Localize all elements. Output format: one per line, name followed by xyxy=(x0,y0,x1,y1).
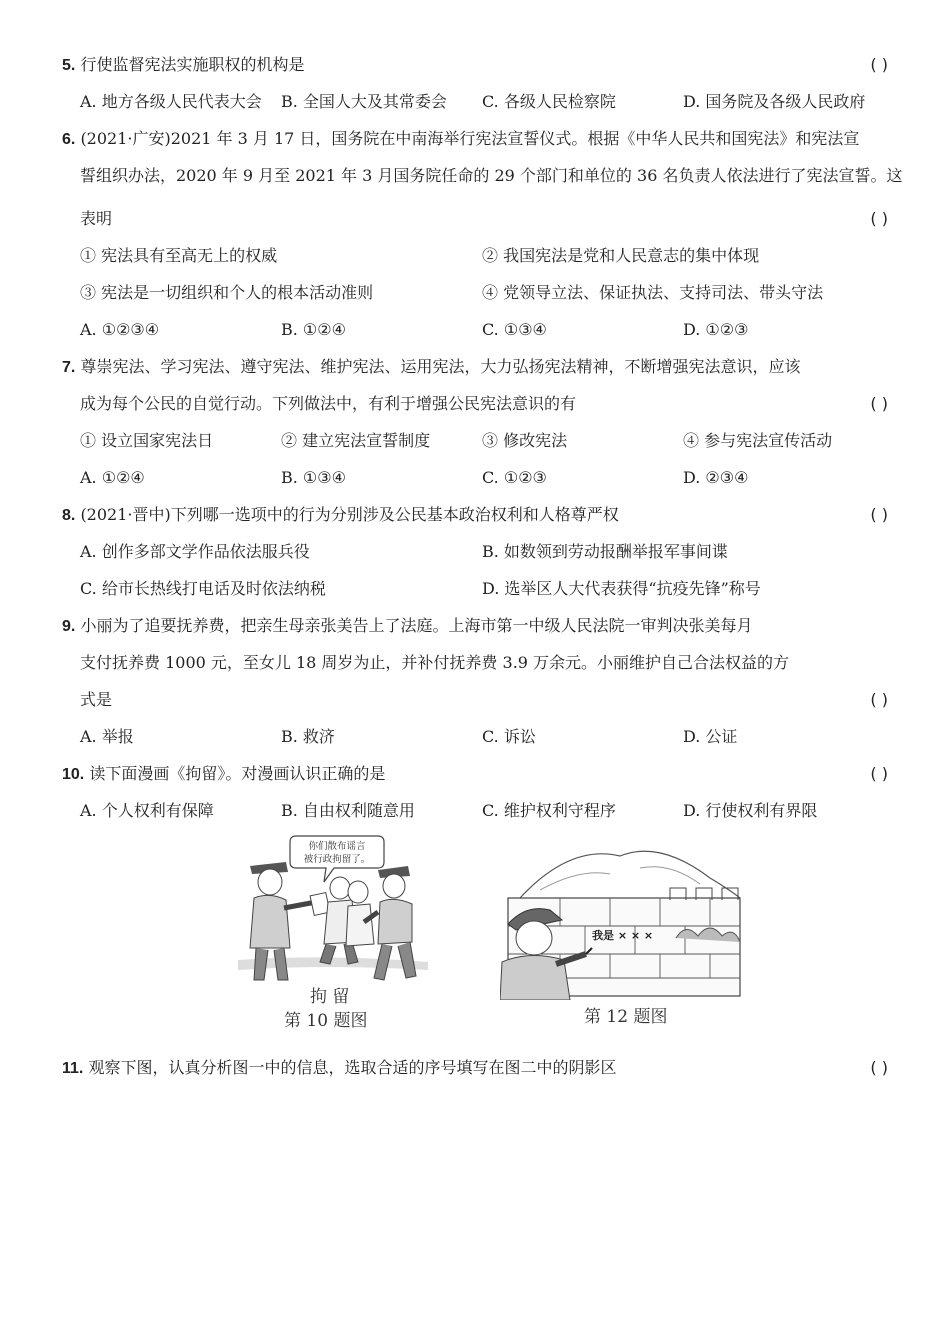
q7-option-d[interactable]: D. ②③④ xyxy=(683,468,749,487)
q7-stem-line-2 xyxy=(80,391,888,417)
q10-number: 10. xyxy=(62,766,85,783)
q5-option-b[interactable]: B. 全国人大及其常委会 xyxy=(281,92,447,111)
q8-option-b[interactable]: B. 如数领到劳动报酬举报军事间谍 xyxy=(482,542,728,561)
q6-statements-row-1 xyxy=(80,243,888,269)
q9-option-b[interactable]: B. 救济 xyxy=(281,727,335,746)
q9-answer-bracket[interactable]: ( ) xyxy=(870,690,888,709)
q9-option-a[interactable]: A. 举报 xyxy=(80,727,134,746)
q10-option-c[interactable]: C. 维护权利守程序 xyxy=(482,801,616,820)
q9-stem-line-2 xyxy=(80,650,906,676)
q11-number: 11. xyxy=(62,1060,84,1077)
q10-options xyxy=(80,798,888,824)
q8-stem: (2021·晋中)下列哪一选项中的行为分别涉及公民基本政治权利和人格尊严权 xyxy=(80,505,619,524)
q7-stem-2: 成为每个公民的自觉行动。下列做法中，有利于增强公民宪法意识的有 xyxy=(80,394,577,413)
q6-option-b[interactable]: B. ①②④ xyxy=(281,320,346,339)
q6-statement-1: ① 宪法具有至高无上的权威 xyxy=(80,246,278,265)
q7-option-a[interactable]: A. ①②④ xyxy=(80,468,145,487)
q7-options xyxy=(80,465,888,491)
q9-stem-3: 式是 xyxy=(80,690,113,709)
q9-option-c[interactable]: C. 诉讼 xyxy=(482,727,536,746)
q8-options-row-1 xyxy=(80,539,888,565)
q6-stem-1: (2021·广安)2021 年 3 月 17 日，国务院在中南海举行宪法宣誓仪式。根据《中华人民共和国宪法》和宪法宣 xyxy=(80,129,860,148)
q5-stem-line xyxy=(62,52,888,78)
q6-stem-line-3 xyxy=(80,206,888,232)
q6-stem-2: 誓组织办法，2020 年 9 月至 2021 年 3 月国务院任命的 29 个部门和单位的 36 名负责人依法进行了宪法宣誓。这 xyxy=(80,166,903,185)
q6-statement-2: ② 我国宪法是党和人民意志的集中体现 xyxy=(482,246,760,265)
q10-answer-bracket[interactable]: ( ) xyxy=(870,764,888,783)
q8-option-c[interactable]: C. 给市长热线打电话及时依法纳税 xyxy=(80,579,326,598)
q11-stem: 观察下图，认真分析图一中的信息，选取合适的序号填写在图二中的阴影区 xyxy=(88,1058,617,1077)
q6-option-d[interactable]: D. ①②③ xyxy=(683,320,749,339)
q6-option-c[interactable]: C. ①③④ xyxy=(482,320,547,339)
wall-graffiti-illustration xyxy=(500,838,748,1000)
q7-answer-bracket[interactable]: ( ) xyxy=(870,394,888,413)
q6-option-a[interactable]: A. ①②③④ xyxy=(80,320,160,339)
q10-option-d[interactable]: D. 行使权利有界限 xyxy=(683,801,818,820)
q5-stem: 行使监督宪法实施职权的机构是 xyxy=(80,55,305,74)
figure-10-title: 拘 留 xyxy=(310,987,350,1007)
q7-stem-1: 尊崇宪法、学习宪法、遵守宪法、维护宪法、运用宪法，大力弘扬宪法精神，不断增强宪法意识，应该 xyxy=(80,357,801,376)
q11-answer-bracket[interactable]: ( ) xyxy=(870,1058,888,1077)
q8-number: 8. xyxy=(62,507,76,524)
q7-statement-1: ① 设立国家宪法日 xyxy=(80,431,214,450)
q8-option-a[interactable]: A. 创作多部文学作品依法服兵役 xyxy=(80,542,310,561)
q6-answer-bracket[interactable]: ( ) xyxy=(870,209,888,228)
q9-stem-1: 小丽为了追要抚养费，把亲生母亲张美告上了法庭。上海市第一中级人民法院一审判决张美每月 xyxy=(80,616,753,635)
q8-stem-line xyxy=(62,502,888,528)
q6-stem-3: 表明 xyxy=(80,209,113,228)
speech-line-1: 你们散布谣言 xyxy=(308,841,366,852)
q7-statement-2: ② 建立宪法宣誓制度 xyxy=(281,431,431,450)
q9-stem-line-3 xyxy=(80,687,888,713)
q5-number: 5. xyxy=(62,57,76,74)
q8-option-d[interactable]: D. 选举区人大代表获得“抗疫先锋”称号 xyxy=(482,579,761,598)
q9-stem-2: 支付抚养费 1000 元，至女儿 18 周岁为止，并补付抚养费 3.9 万余元。小丽维护自己合法权益的方 xyxy=(80,653,790,672)
graffiti-text: 我是 × × × xyxy=(592,929,654,942)
q6-stem-line-2 xyxy=(80,163,906,189)
q11-stem-line xyxy=(62,1055,888,1081)
figure-10-caption: 第 10 题图 xyxy=(284,1011,368,1031)
q6-statement-4: ④ 党领导立法、保证执法、支持司法、带头守法 xyxy=(482,283,824,302)
q6-number: 6. xyxy=(62,131,76,148)
figure-10-cartoon xyxy=(228,830,453,1030)
q9-stem-line-1 xyxy=(62,613,888,639)
q8-options-row-2 xyxy=(80,576,888,602)
speech-line-2: 被行政拘留了。 xyxy=(303,854,371,865)
q7-option-b[interactable]: B. ①③④ xyxy=(281,468,346,487)
q6-stem-line-1 xyxy=(62,126,888,152)
q9-options xyxy=(80,724,888,750)
q10-option-b[interactable]: B. 自由权利随意用 xyxy=(281,801,415,820)
q7-statement-3: ③ 修改宪法 xyxy=(482,431,568,450)
q5-option-a[interactable]: A. 地方各级人民代表大会 xyxy=(80,92,262,111)
q5-option-c[interactable]: C. 各级人民检察院 xyxy=(482,92,616,111)
q7-option-c[interactable]: C. ①②③ xyxy=(482,468,547,487)
q10-stem: 读下面漫画《拘留》。对漫画认识正确的是 xyxy=(89,764,386,783)
q7-statements xyxy=(80,428,888,454)
q10-stem-line xyxy=(62,761,888,787)
q7-stem-line-1 xyxy=(62,354,888,380)
q5-answer-bracket[interactable]: ( ) xyxy=(870,55,888,74)
q10-option-a[interactable]: A. 个人权利有保障 xyxy=(80,801,214,820)
q7-number: 7. xyxy=(62,359,76,376)
figure-12-cartoon xyxy=(500,838,748,1028)
q7-statement-4: ④ 参与宪法宣传活动 xyxy=(683,431,833,450)
q9-option-d[interactable]: D. 公证 xyxy=(683,727,738,746)
figure-12-caption: 第 12 题图 xyxy=(584,1007,668,1027)
q6-statements-row-2 xyxy=(80,280,888,306)
q9-number: 9. xyxy=(62,618,76,635)
q6-options xyxy=(80,317,888,343)
q5-option-d[interactable]: D. 国务院及各级人民政府 xyxy=(683,92,866,111)
q5-options xyxy=(80,89,888,115)
q6-statement-3: ③ 宪法是一切组织和个人的根本活动准则 xyxy=(80,283,374,302)
q8-answer-bracket[interactable]: ( ) xyxy=(870,505,888,524)
